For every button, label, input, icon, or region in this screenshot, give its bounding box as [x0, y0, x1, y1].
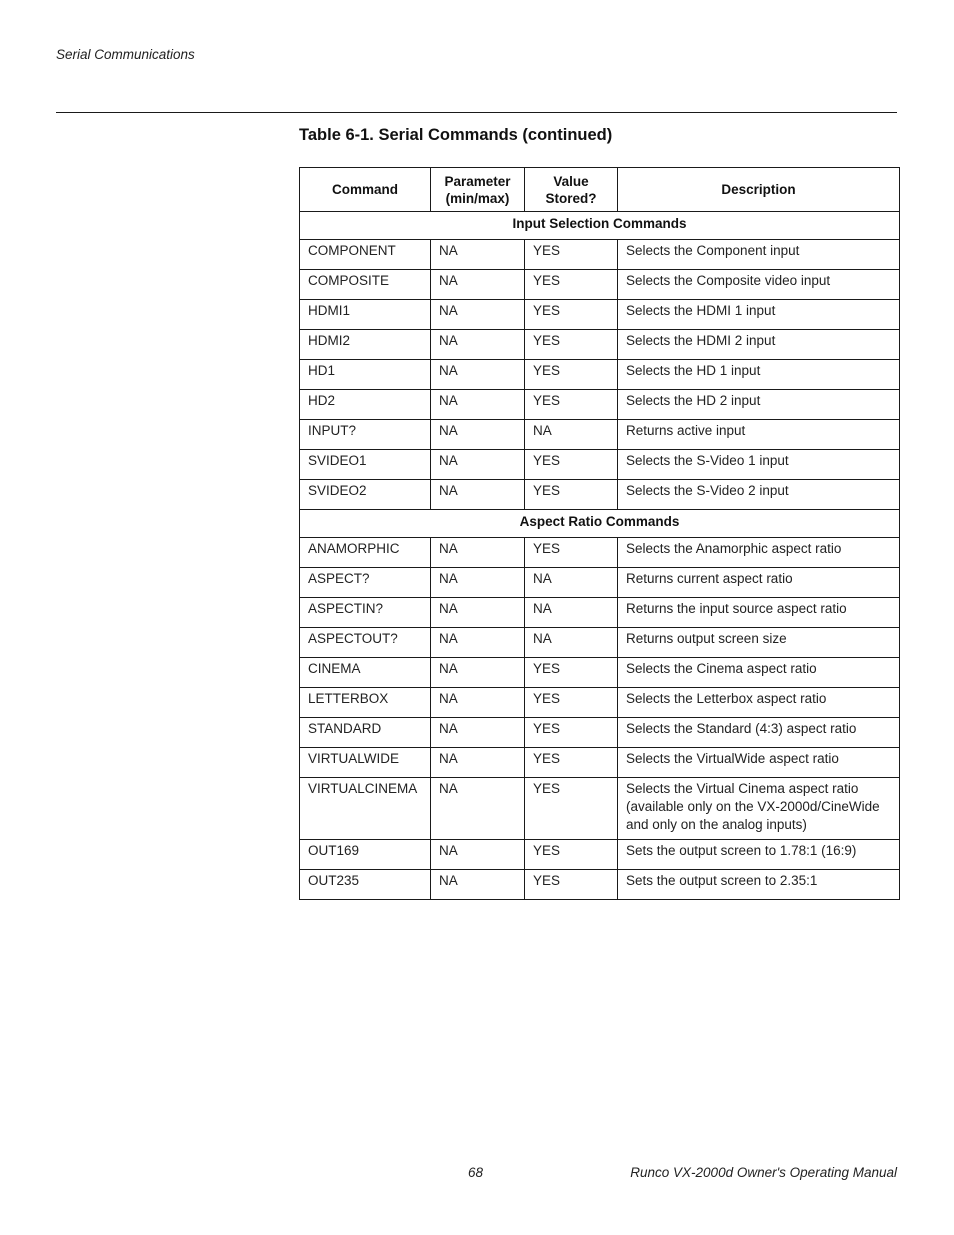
- table-row: [300, 420, 900, 450]
- column-header-value-stored: Value Stored?: [525, 168, 618, 212]
- table-row: [300, 300, 900, 330]
- command-cell: LETTERBOX: [300, 688, 431, 718]
- value-stored-cell: YES: [525, 390, 618, 420]
- parameter-cell: NA: [431, 390, 525, 420]
- command-cell: STANDARD: [300, 718, 431, 748]
- command-cell: SVIDEO2: [300, 480, 431, 510]
- value-stored-cell: YES: [525, 658, 618, 688]
- table-row: [300, 658, 900, 688]
- description-cell: Selects the S-Video 1 input: [618, 450, 900, 480]
- section-heading: Aspect Ratio Commands: [300, 510, 900, 538]
- description-cell: Selects the Virtual Cinema aspect ratio (available only on the VX-2000d/CineWide and only on the analog inputs): [618, 778, 900, 840]
- manual-title: Runco VX-2000d Owner's Operating Manual: [630, 1165, 897, 1180]
- table-row: [300, 688, 900, 718]
- parameter-cell: NA: [431, 330, 525, 360]
- value-stored-cell: YES: [525, 840, 618, 870]
- command-cell: HD2: [300, 390, 431, 420]
- command-cell: ANAMORPHIC: [300, 538, 431, 568]
- value-stored-cell: YES: [525, 480, 618, 510]
- command-cell: SVIDEO1: [300, 450, 431, 480]
- table-row: [300, 480, 900, 510]
- table-row: [300, 598, 900, 628]
- value-stored-cell: NA: [525, 598, 618, 628]
- command-cell: INPUT?: [300, 420, 431, 450]
- parameter-cell: NA: [431, 628, 525, 658]
- description-cell: Selects the HD 2 input: [618, 390, 900, 420]
- command-cell: ASPECTOUT?: [300, 628, 431, 658]
- table-row: [300, 628, 900, 658]
- parameter-cell: NA: [431, 300, 525, 330]
- section-heading: Input Selection Commands: [300, 212, 900, 240]
- value-stored-cell: YES: [525, 778, 618, 840]
- value-stored-cell: YES: [525, 870, 618, 900]
- parameter-cell: NA: [431, 778, 525, 840]
- table-row: [300, 568, 900, 598]
- description-cell: Returns current aspect ratio: [618, 568, 900, 598]
- value-stored-cell: NA: [525, 568, 618, 598]
- command-cell: HDMI1: [300, 300, 431, 330]
- value-stored-cell: YES: [525, 240, 618, 270]
- running-head: Serial Communications: [56, 47, 195, 62]
- table-header: [300, 168, 900, 212]
- table-row: [300, 718, 900, 748]
- value-stored-cell: YES: [525, 688, 618, 718]
- value-stored-cell: YES: [525, 538, 618, 568]
- command-cell: VIRTUALCINEMA: [300, 778, 431, 840]
- column-header-command: Command: [300, 168, 431, 212]
- value-stored-cell: NA: [525, 628, 618, 658]
- parameter-cell: NA: [431, 450, 525, 480]
- table-row: [300, 240, 900, 270]
- parameter-cell: NA: [431, 568, 525, 598]
- parameter-cell: NA: [431, 748, 525, 778]
- description-cell: Returns the input source aspect ratio: [618, 598, 900, 628]
- table-row: [300, 450, 900, 480]
- description-cell: Selects the Letterbox aspect ratio: [618, 688, 900, 718]
- header-row: [300, 168, 900, 212]
- table-row: [300, 778, 900, 840]
- parameter-cell: NA: [431, 688, 525, 718]
- description-cell: Selects the HDMI 1 input: [618, 300, 900, 330]
- command-cell: COMPONENT: [300, 240, 431, 270]
- table-row: [300, 748, 900, 778]
- parameter-cell: NA: [431, 598, 525, 628]
- parameter-cell: NA: [431, 840, 525, 870]
- value-stored-cell: YES: [525, 360, 618, 390]
- command-cell: ASPECT?: [300, 568, 431, 598]
- parameter-cell: NA: [431, 360, 525, 390]
- table-title: Table 6-1. Serial Commands (continued): [299, 126, 613, 144]
- description-cell: Returns active input: [618, 420, 900, 450]
- description-cell: Selects the VirtualWide aspect ratio: [618, 748, 900, 778]
- description-cell: Selects the Composite video input: [618, 270, 900, 300]
- command-cell: CINEMA: [300, 658, 431, 688]
- parameter-cell: NA: [431, 420, 525, 450]
- section-row: [300, 212, 900, 240]
- table-row: [300, 360, 900, 390]
- table-row: [300, 330, 900, 360]
- command-cell: OUT169: [300, 840, 431, 870]
- value-stored-cell: YES: [525, 748, 618, 778]
- table-row: [300, 538, 900, 568]
- command-cell: VIRTUALWIDE: [300, 748, 431, 778]
- parameter-cell: NA: [431, 658, 525, 688]
- description-cell: Selects the Cinema aspect ratio: [618, 658, 900, 688]
- description-cell: Selects the S-Video 2 input: [618, 480, 900, 510]
- value-stored-cell: YES: [525, 270, 618, 300]
- value-stored-cell: YES: [525, 718, 618, 748]
- description-cell: Selects the Anamorphic aspect ratio: [618, 538, 900, 568]
- page-number: 68: [468, 1165, 484, 1180]
- table-row: [300, 270, 900, 300]
- description-cell: Sets the output screen to 2.35:1: [618, 870, 900, 900]
- value-stored-cell: YES: [525, 300, 618, 330]
- command-cell: ASPECTIN?: [300, 598, 431, 628]
- parameter-cell: NA: [431, 718, 525, 748]
- column-header-description: Description: [618, 168, 900, 212]
- value-stored-cell: YES: [525, 450, 618, 480]
- command-cell: HDMI2: [300, 330, 431, 360]
- table-row: [300, 390, 900, 420]
- description-cell: Selects the Component input: [618, 240, 900, 270]
- parameter-cell: NA: [431, 870, 525, 900]
- parameter-cell: NA: [431, 538, 525, 568]
- parameter-cell: NA: [431, 240, 525, 270]
- value-stored-cell: NA: [525, 420, 618, 450]
- description-cell: Returns output screen size: [618, 628, 900, 658]
- description-cell: Sets the output screen to 1.78:1 (16:9): [618, 840, 900, 870]
- table-row: [300, 840, 900, 870]
- section-row: [300, 510, 900, 538]
- table-body: [300, 212, 900, 900]
- column-header-parameter: Parameter (min/max): [431, 168, 525, 212]
- description-cell: Selects the Standard (4:3) aspect ratio: [618, 718, 900, 748]
- command-cell: COMPOSITE: [300, 270, 431, 300]
- description-cell: Selects the HDMI 2 input: [618, 330, 900, 360]
- description-cell: Selects the HD 1 input: [618, 360, 900, 390]
- command-cell: HD1: [300, 360, 431, 390]
- serial-commands-table: [299, 167, 900, 900]
- command-cell: OUT235: [300, 870, 431, 900]
- header-rule: [56, 112, 897, 113]
- table-row: [300, 870, 900, 900]
- parameter-cell: NA: [431, 270, 525, 300]
- value-stored-cell: YES: [525, 330, 618, 360]
- parameter-cell: NA: [431, 480, 525, 510]
